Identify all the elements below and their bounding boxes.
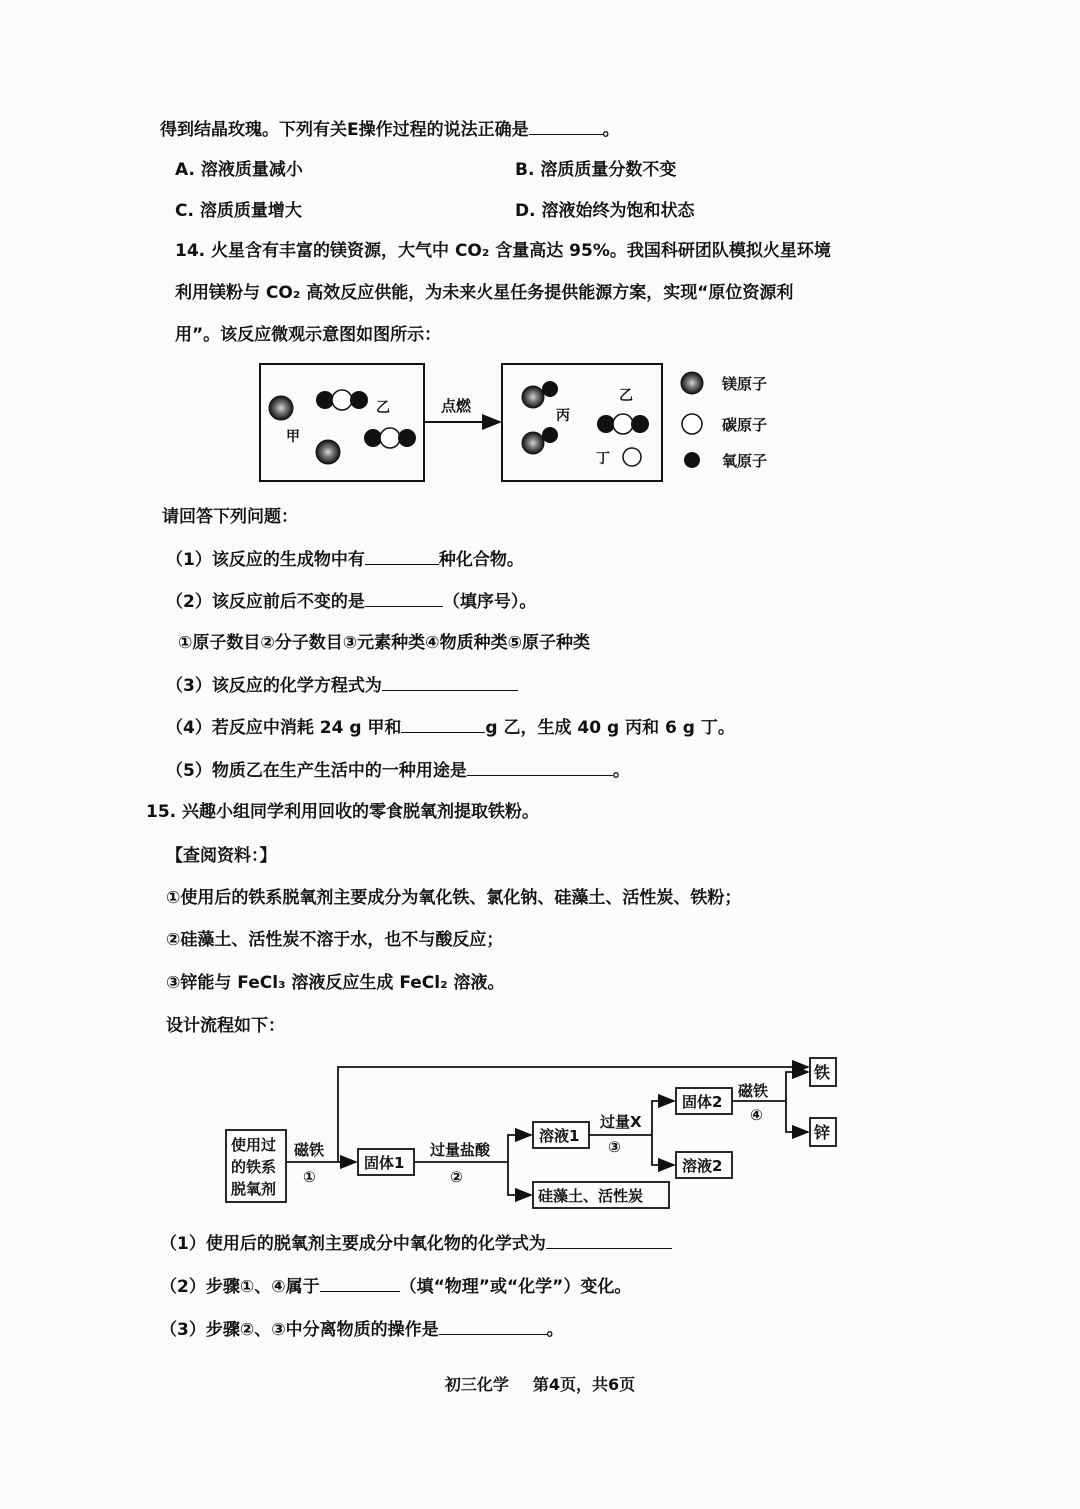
q14-stem-line2: 利用镁粉与 CO₂ 高效反应供能，为未来火星任务提供能源方案，实现“原位资源利: [175, 283, 794, 303]
q15-sub3: （3）步骤②、③中分离物质的操作是 。: [160, 1320, 564, 1340]
flow-step2-label: 过量盐酸: [430, 1141, 491, 1159]
legend-mg-label: 镁原子: [722, 375, 768, 393]
flow-iron-label: 铁: [814, 1063, 831, 1082]
flow-step3-num: ③: [608, 1138, 621, 1156]
q13-option-b[interactable]: B. 溶质质量分数不变: [515, 160, 677, 180]
label-bing: 丙: [556, 408, 570, 424]
footer-page-number: 第4页，共6页: [532, 1375, 636, 1394]
arrow-label: 点燃: [441, 397, 472, 415]
flow-step3-label: 过量X: [600, 1113, 642, 1131]
flow-solid2-label: 固体2: [682, 1093, 723, 1111]
q15-sub1-blank[interactable]: [546, 1232, 672, 1249]
q15-ref-3: ③锌能与 FeCl₃ 溶液反应生成 FeCl₂ 溶液。: [166, 973, 505, 993]
q15-ref-title: 【查阅资料：】: [166, 846, 277, 866]
legend-c-label: 碳原子: [722, 416, 768, 434]
flow-step2-arrow-up: [508, 1135, 531, 1162]
q14-stem-line3: 用”。该反应微观示意图如图所示：: [175, 325, 442, 345]
legend-o-label: 氧原子: [722, 452, 768, 470]
q14-sub5: （5）物质乙在生产生活中的一种用途是 。: [166, 761, 630, 781]
flow-step4-label: 磁铁: [738, 1082, 769, 1100]
flow-start-line2: 的铁系: [231, 1158, 277, 1176]
flow-solution2-label: 溶液2: [682, 1157, 723, 1175]
flow-step4-num: ④: [750, 1106, 763, 1124]
q15-sub1: （1）使用后的脱氧剂主要成分中氧化物的化学式为: [160, 1232, 672, 1255]
q14-sub4: （4）若反应中消耗 24 g 甲和 g 乙，生成 40 g 丙和 6 g 丁。: [166, 718, 735, 738]
q15-sub3-blank[interactable]: [439, 1318, 547, 1335]
flow-step1-label: 磁铁: [294, 1141, 325, 1159]
q14-sub3: （3）该反应的化学方程式为: [166, 674, 518, 697]
q14-prompt: 请回答下列问题：: [162, 507, 298, 527]
flow-step4-arrow-up: [786, 1072, 808, 1101]
flow-step2-arrow-down: [508, 1162, 531, 1195]
q14-stem-line1: 14. 火星含有丰富的镁资源，大气中 CO₂ 含量高达 95%。我国科研团队模拟火星环境: [175, 241, 831, 261]
q14-sub2: （2）该反应前后不变的是 （填序号）。: [166, 592, 537, 612]
flow-start-line1: 使用过: [231, 1136, 277, 1154]
q15-sub2-blank[interactable]: [320, 1275, 400, 1292]
q13-option-a[interactable]: A. 溶液质量减小: [175, 160, 303, 180]
flow-step3-arrow-down: [652, 1135, 674, 1165]
label-yi-right: 乙: [619, 388, 633, 404]
label-jia: 甲: [286, 429, 300, 445]
q15-stem: 15. 兴趣小组同学利用回收的零食脱氧剂提取铁粉。: [146, 802, 540, 822]
q13-option-c[interactable]: C. 溶质质量增大: [175, 201, 302, 221]
q15-sub2: （2）步骤①、④属于 （填“物理”或“化学”）变化。: [160, 1277, 632, 1297]
flow-solid1-label: 固体1: [364, 1154, 405, 1172]
q13-option-d[interactable]: D. 溶液始终为饱和状态: [515, 201, 695, 221]
q14-sub2-options: ①原子数目②分子数目③元素种类④物质种类⑤原子种类: [178, 633, 590, 653]
flow-start-line3: 脱氧剂: [231, 1180, 277, 1198]
q15-design-label: 设计流程如下：: [166, 1016, 285, 1036]
footer-subject: 初三化学: [444, 1375, 509, 1394]
q15-ref-1: ①使用后的铁系脱氧剂主要成分为氧化铁、氯化钠、硅藻土、活性炭、铁粉；: [166, 888, 742, 908]
flow-step2-num: ②: [450, 1168, 463, 1186]
page-footer: [0, 1372, 1080, 1395]
flow-residue-label: 硅藻土、活性炭: [538, 1187, 644, 1205]
flow-zinc-label: 锌: [814, 1123, 831, 1142]
q14-sub1: （1）该反应的生成物中有 种化合物。: [166, 550, 524, 570]
flow-step3-arrow-up: [652, 1101, 674, 1135]
flow-solution1-label: 溶液1: [539, 1127, 580, 1145]
flow-step4-arrow-down: [786, 1101, 808, 1132]
label-yi-left: 乙: [376, 400, 390, 416]
q13-stem: 得到结晶玫瑰。下列有关E操作过程的说法正确是 。: [160, 120, 620, 140]
q15-ref-2: ②硅藻土、活性炭不溶于水，也不与酸反应；: [166, 930, 504, 950]
label-ding: 丁: [596, 451, 610, 467]
flow-step1-num: ①: [303, 1168, 316, 1186]
